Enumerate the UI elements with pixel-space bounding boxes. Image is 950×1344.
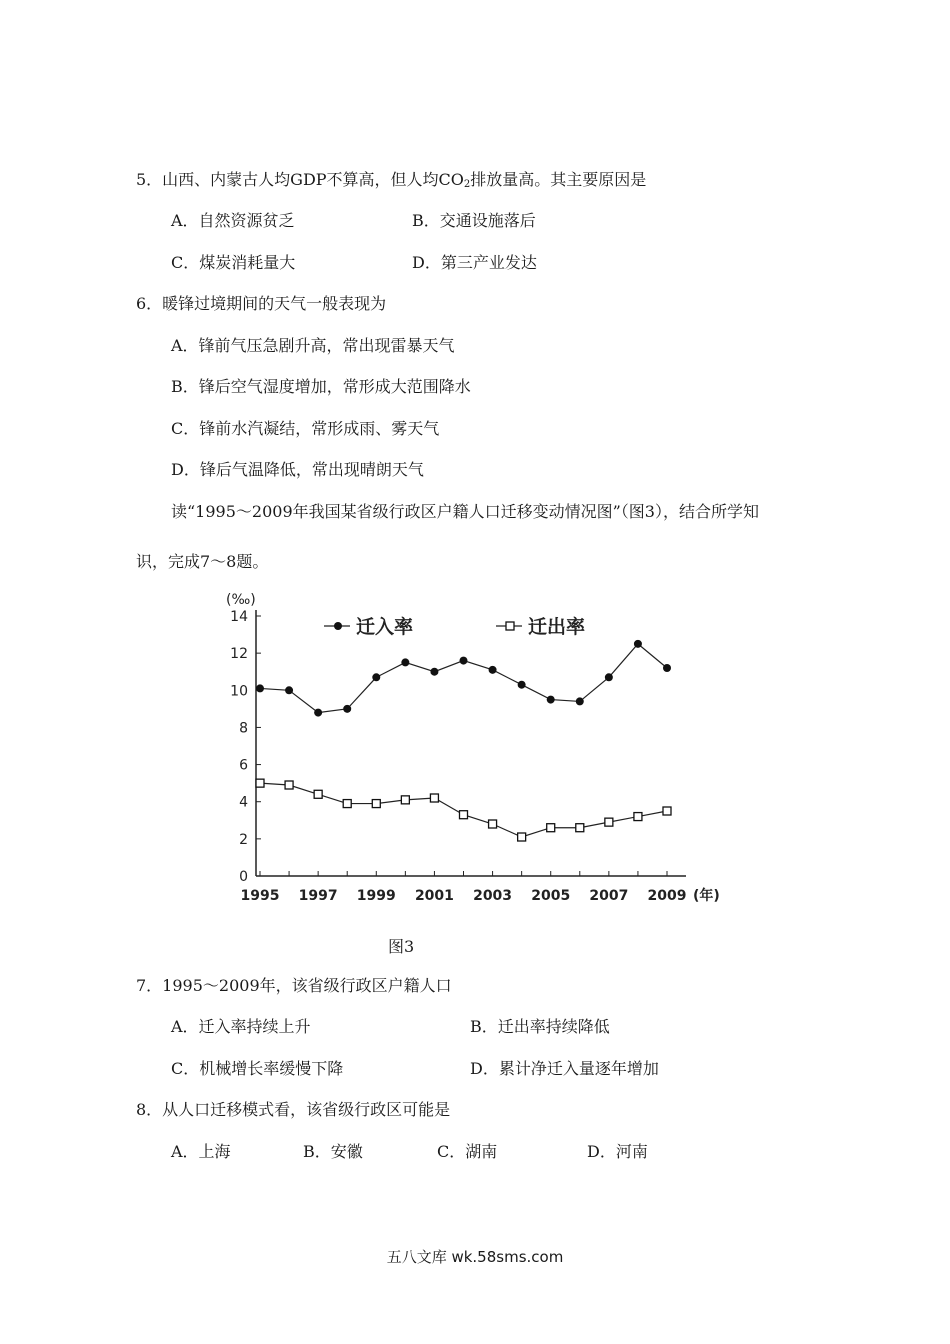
out-rate-point	[314, 790, 322, 798]
y-axis-unit: (‰)	[226, 592, 256, 608]
intro-line-2: 识，完成7～8题。	[136, 552, 269, 571]
q5-stem-text: 5．山西、内蒙古人均GDP不算高，但人均CO	[136, 170, 464, 189]
q8-stem: 8．从人口迁移模式看，该省级行政区可能是	[136, 1100, 451, 1119]
q5-option-a: A．自然资源贫乏	[171, 211, 295, 230]
x-tick-label: 2007	[589, 888, 629, 904]
out-rate-point	[430, 794, 438, 802]
in-rate-point	[663, 664, 671, 672]
out-rate-point	[401, 796, 409, 804]
x-tick-label: 2005	[531, 888, 571, 904]
out-rate-point	[256, 779, 264, 787]
in-rate-point	[460, 657, 468, 665]
out-rate-point	[605, 818, 613, 826]
x-axis-unit: (年)	[693, 888, 720, 904]
y-tick-label: 2	[239, 831, 248, 848]
q7-option-c: C．机械增长率缓慢下降	[171, 1059, 344, 1078]
q6-option-d: D．锋后气温降低，常出现晴朗天气	[171, 460, 424, 479]
q8-option-a: A．上海	[171, 1142, 231, 1161]
out-rate-point	[372, 800, 380, 808]
q8-option-d: D．河南	[587, 1142, 648, 1161]
q6-option-b: B．锋后空气湿度增加，常形成大范围降水	[171, 377, 471, 396]
in-rate-point	[343, 705, 351, 713]
in-rate-point	[576, 697, 584, 705]
in-rate-point	[256, 684, 264, 692]
intro-line-1: 读“1995～2009年我国某省级行政区户籍人口迁移变动情况图”（图3），结合所学知	[171, 502, 759, 521]
in-rate-point	[285, 686, 293, 694]
in-rate-point	[547, 696, 555, 704]
in-rate-point	[634, 640, 642, 648]
figure-caption: 图3	[388, 937, 415, 956]
x-tick-label: 2001	[414, 888, 454, 904]
y-tick-label: 12	[230, 646, 248, 663]
q7-option-b: B．迁出率持续降低	[470, 1017, 610, 1036]
in-rate-point	[430, 668, 438, 676]
in-rate-point	[372, 673, 380, 681]
migration-line-chart	[220, 590, 740, 910]
out-rate-point	[634, 813, 642, 821]
out-rate-point	[460, 811, 468, 819]
legend-label: 迁入率	[356, 616, 414, 638]
q8-option-c: C．湖南	[437, 1142, 498, 1161]
q5-option-d: D．第三产业发达	[412, 253, 537, 272]
in-rate-point	[518, 681, 526, 689]
in-rate-point	[605, 673, 613, 681]
x-tick-label: 2003	[473, 888, 513, 904]
y-tick-label: 8	[239, 720, 248, 737]
out-rate-point	[576, 824, 584, 832]
out-rate-point	[343, 800, 351, 808]
legend-label: 迁出率	[528, 616, 586, 638]
q5-stem	[136, 170, 646, 195]
q5-stem-text-end: 排放量高。其主要原因是	[470, 170, 647, 189]
x-tick-label: 1997	[298, 888, 338, 904]
y-tick-label: 6	[239, 757, 248, 774]
y-tick-label: 10	[230, 683, 248, 700]
out-rate-point	[489, 820, 497, 828]
q7-option-d: D．累计净迁入量逐年增加	[470, 1059, 659, 1078]
out-rate-point	[518, 833, 526, 841]
q7-option-a: A．迁入率持续上升	[171, 1017, 311, 1036]
out-rate-point	[663, 807, 671, 815]
x-tick-label: 2009	[647, 888, 687, 904]
y-tick-label: 0	[239, 869, 248, 885]
legend-marker-in	[334, 622, 342, 630]
legend-marker-out	[506, 622, 514, 630]
footer-watermark: 五八文库 wk.58sms.com	[386, 1248, 564, 1266]
q6-stem: 6．暖锋过境期间的天气一般表现为	[136, 294, 387, 313]
out-rate-point	[547, 824, 555, 832]
y-tick-label: 4	[239, 794, 248, 811]
in-rate-point	[314, 709, 322, 717]
y-tick-label: 14	[230, 609, 248, 625]
q7-stem: 7．1995～2009年，该省级行政区户籍人口	[136, 976, 452, 995]
out-rate-point	[285, 781, 293, 789]
q6-option-a: A．锋前气压急剧升高，常出现雷暴天气	[171, 336, 455, 355]
q8-option-b: B．安徽	[303, 1142, 363, 1161]
q5-option-b: B．交通设施落后	[412, 211, 536, 230]
in-rate-point	[401, 658, 409, 666]
x-tick-label: 1995	[240, 888, 280, 904]
q5-stem-subscript: 2	[463, 179, 471, 190]
q5-option-c: C．煤炭消耗量大	[171, 253, 296, 272]
x-tick-label: 1999	[356, 888, 396, 904]
in-rate-point	[489, 666, 497, 674]
q6-option-c: C．锋前水汽凝结，常形成雨、雾天气	[171, 419, 440, 438]
